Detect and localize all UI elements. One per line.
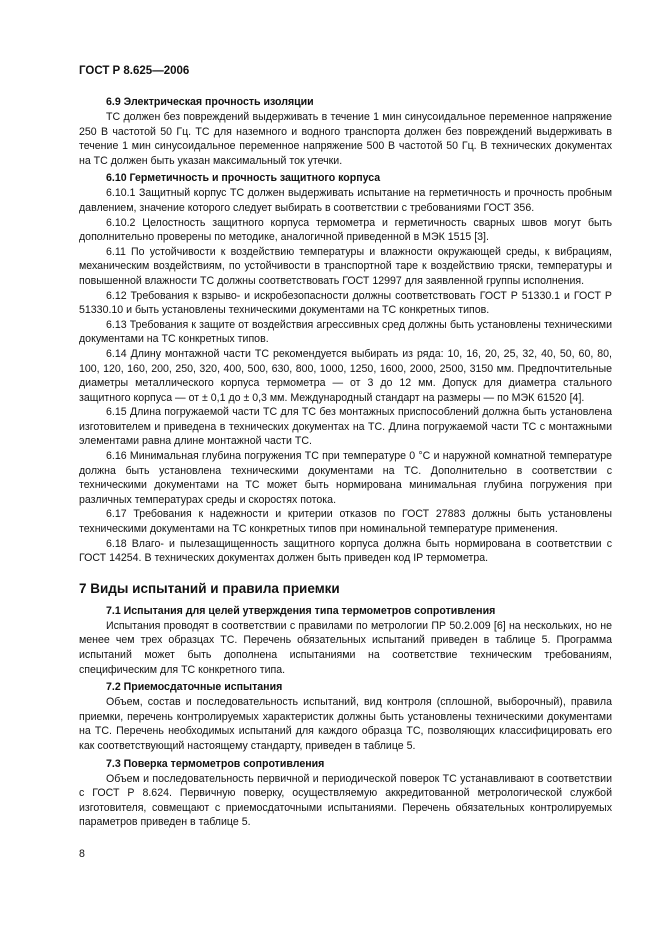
page-number: 8 (79, 848, 85, 860)
paragraph: 6.18 Влаго- и пылезащищенность защитного корпуса должна быть нормирована в соответствии с ГОСТ 14254. В технических документах должен быть приведен код IP термометра. (79, 537, 612, 565)
paragraph: 6.10.1 Защитный корпус ТС должен выдерживать испытание на герметичность и прочность пробным давлением, значение которого следует выбирать в соответствии с требованиями ГОСТ 356. (79, 187, 612, 214)
paragraph: ТС должен без повреждений выдерживать в течение 1 мин синусоидальное переменное напряжение 250 В частотой 50 Гц. ТС для наземного и водного транспорта должен без повреждений выдерживать в течение 1 мин синусоидальное переменное напряжение 500 В частотой 50 Гц. В технических документах на ТС должен быть указан максимальный ток утечки. (79, 111, 612, 167)
page-content (79, 95, 612, 830)
paragraph: Объем, состав и последовательность испытаний, вид контроля (сплошной, выборочный), правила приемки, перечень контролируемых характеристик должны быть установлены техническими документами на ТС. Перечень необходимых испытаний для каждого образца ТС, позволяющих классифицировать его как соответствующий настоящему стандарту, приведен в таблице 5. (79, 696, 612, 752)
section-6-9-title: 6.9 Электрическая прочность изоляции (106, 96, 314, 108)
paragraph: 6.10.2 Целостность защитного корпуса термометра и герметичность сварных швов могут быть дополнительно проверены по методике, аналогичной приведенной в МЭК 1515 [3]. (79, 216, 612, 244)
paragraph: 6.16 Минимальная глубина погружения ТС при температуре 0 °С и наружной комнатной температуре должна быть установлена техническими документами на ТС. Дополнительно в соответствии с техническими документами на ТС может быть нормирована минимальная глубина погружения при различных температурах среды и скоростях потока. (79, 450, 612, 506)
section-6-10-title: 6.10 Герметичность и прочность защитного корпуса (106, 172, 381, 185)
paragraph: 6.13 Требования к защите от воздействия агрессивных сред должны быть установлены техническими документами на ТС конкретных типов. (79, 318, 612, 346)
paragraph: 6.15 Длина погружаемой части ТС для ТС без монтажных приспособлений должна быть установлена изготовителем и приведена в технических документах на ТС. Длина погружаемой части ТС с монтажными элементами равна длине монтажной части ТС. (79, 406, 612, 448)
section-7-3-title: 7.3 Поверка термометров сопротивления (106, 757, 325, 770)
section-7-title: 7 Виды испытаний и правила приемки (79, 580, 340, 596)
paragraph: Испытания проводят в соответствии с правилами по метрологии ПР 50.2.009 [6] на нескольких, но не менее чем трех образцах ТС. Перечень обязательных испытаний приведен в таблице 5. Программа испытаний может быть дополнена испытаниями на соответствие техническим требованиям, специфическим для ТС конкретного типа. (79, 619, 612, 676)
paragraph: 6.17 Требования к надежности и критерии отказов по ГОСТ 27883 должны быть установлены техническими документами на ТС конкретных типов при номинальной температуре применения. (79, 508, 612, 536)
document-header: ГОСТ Р 8.625—2006 (79, 65, 190, 77)
paragraph: Объем и последовательность первичной и периодической поверок ТС устанавливают в соответствии с ГОСТ Р 8.624. Первичную поверку, осуществляемую аккредитованной метрологической службой изготовителя, совмещают с приемосдаточными испытаниями. Перечень обязательных контролируемых параметров приведен в таблице 5. (79, 772, 612, 829)
paragraph: 6.11 По устойчивости к воздействию температуры и влажности окружающей среды, к вибрациям, механическим воздействиям, по устойчивости в транспортной таре к воздействию тряски, температуры и повышенной влажности ТС должны соответствовать ГОСТ 12997 для заявленной группы исполнения. (79, 245, 612, 287)
section-7-1-title: 7.1 Испытания для целей утверждения типа термометров сопротивления (106, 604, 496, 617)
section-7-2-title: 7.2 Приемосдаточные испытания (106, 681, 283, 694)
paragraph: 6.12 Требования к взрыво- и искробезопасности должны соответствовать ГОСТ Р 51330.1 и ГОСТ Р 51330.10 и быть установлены техническими документами на ТС конкретных типов. (79, 289, 612, 317)
paragraph: 6.14 Длину монтажной части ТС рекомендуется выбирать из ряда: 10, 16, 20, 25, 32, 40, 50, 60, 80, 100, 120, 160, 200, 250, 320, 400, 500, 630, 800, 1000, 1250, 1600, 2000, 2500, 3150 мм. Предпочтительные диаметры металлического корпуса термометра — от 3 до 12 мм. Допуск для диаметра стального защитного корпуса — от ± 0,1 до ± 0,3 мм. Международный стандарт на размеры — по МЭК 61520 [4]. (79, 347, 612, 404)
